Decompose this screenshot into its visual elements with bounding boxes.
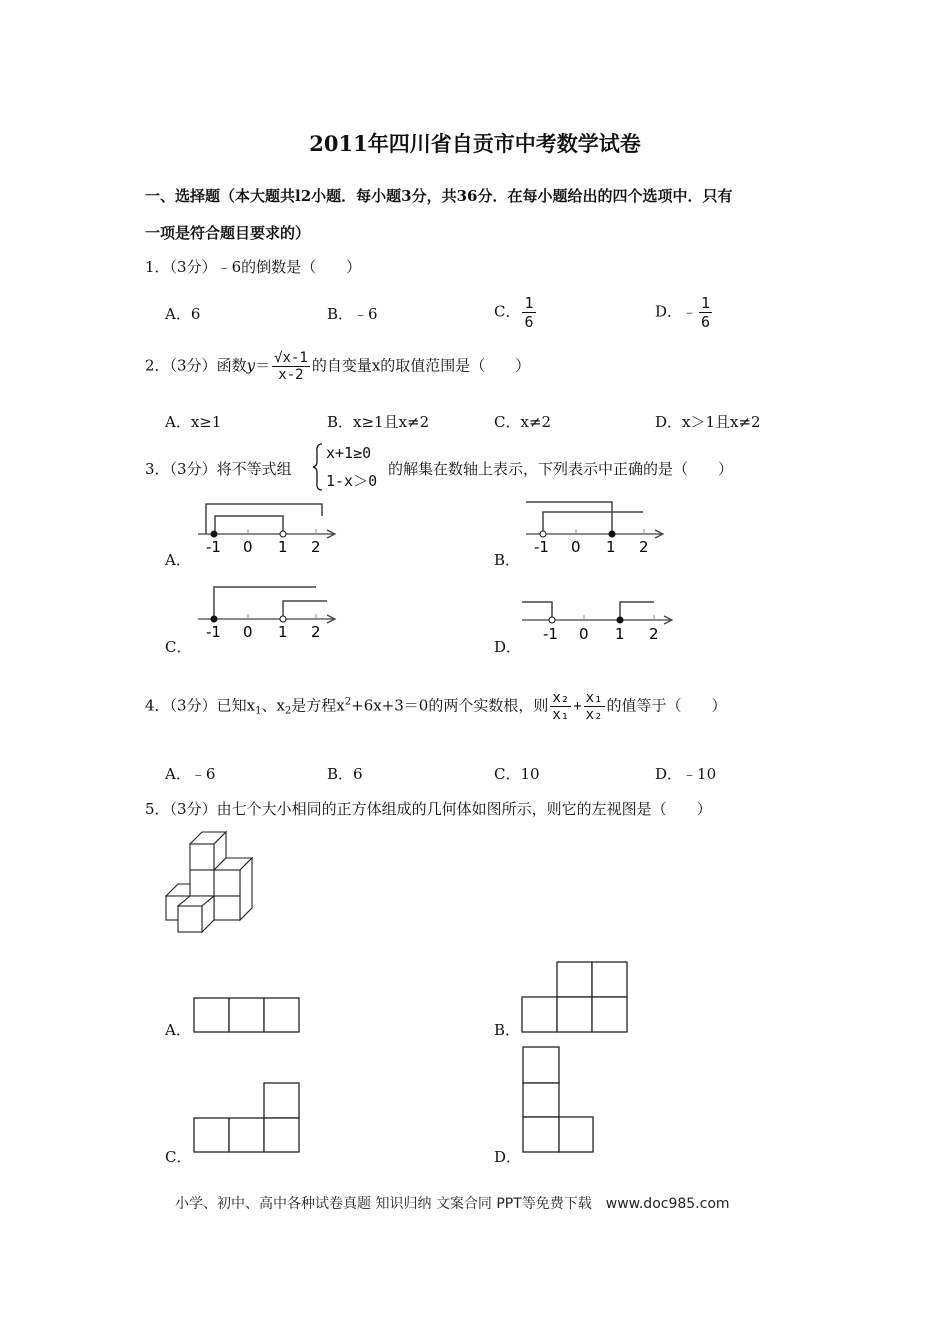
- q3-option-c-label: C．: [165, 638, 192, 656]
- q1-option-a: A．6: [165, 305, 201, 323]
- q5-view-c: [192, 1081, 302, 1155]
- tick-label: -1: [206, 623, 221, 641]
- q3-numberline-d: [518, 590, 678, 650]
- tick-label: 2: [311, 538, 321, 556]
- q5-option-a-label: A．: [165, 1021, 191, 1039]
- q5-stem: 5．（3分）由七个大小相同的正方体组成的几何体如图所示，则它的左视图是（ ）: [145, 800, 712, 818]
- q3-numberline-c: [190, 583, 340, 643]
- q3-inequality-1: x+1≥0: [326, 444, 372, 462]
- q3-option-a-label: A．: [165, 551, 191, 569]
- tick-label: 1: [278, 623, 288, 641]
- q3-stem-pre: 3．（3分）将不等式组: [145, 460, 292, 478]
- q3-brace: [312, 442, 324, 492]
- q5-cube-solid-figure: [162, 826, 262, 936]
- q2-stem: 2．（3分）函数y＝ $\frac{√x-1}{x-2}$ 的自变量x的取值范围是（ ）: [145, 350, 531, 383]
- footer: 小学、初中、高中各种试卷真题 知识归纳 文案合同 PPT等免费下载 www.doc985.com: [175, 1196, 730, 1212]
- q5-option-b-label: B．: [494, 1021, 521, 1039]
- q5-option-c-label: C．: [165, 1148, 192, 1166]
- q1-option-d: D．﹣ $\frac{1}{6}$: [655, 294, 711, 331]
- tick-label: 1: [615, 625, 625, 643]
- q1-stem: 1．（3分）﹣6的倒数是（ ）: [145, 258, 362, 276]
- tick-label: 2: [311, 623, 321, 641]
- q4-option-b: B．6: [327, 765, 363, 783]
- tick-label: -1: [534, 538, 549, 556]
- q4-option-d: D．﹣10: [655, 765, 717, 783]
- q4-option-c: C．10: [494, 765, 540, 783]
- tick-label: 1: [278, 538, 288, 556]
- q2-option-c: C．x≠2: [494, 413, 552, 431]
- tick-label: -1: [543, 625, 558, 643]
- q3-option-b-label: B．: [494, 551, 521, 569]
- q1-option-b: B．﹣6: [327, 305, 378, 323]
- section-heading-line1: 一、选择题（本大题共l2小题．每小题3分，共36分．在每小题给出的四个选项中．只有: [145, 187, 733, 205]
- section-heading-line2: 一项是符合题目要求的）: [145, 224, 311, 242]
- q2-option-a: A．x≥1: [165, 413, 222, 431]
- q5-view-a: [192, 996, 302, 1034]
- q5-view-d: [521, 1045, 597, 1155]
- tick-label: -1: [206, 538, 221, 556]
- q4-option-a: A．﹣6: [165, 765, 216, 783]
- tick-label: 0: [571, 538, 581, 556]
- tick-label: 2: [639, 538, 649, 556]
- q3-numberline-a: [190, 498, 340, 558]
- q4-stem: 4．（3分）已知$x_1$、$x_2$是方程$x^2+6x+3=0$的两个实数根，则 $\frac{\text{x₂}}{\text{x₁}}$ + $\frac{\text{x₁}}{\text{x₂}}$ 的值等于（ ）: [145, 690, 727, 723]
- q2-option-b: B．x≥1且x≠2: [327, 413, 430, 431]
- tick-label: 0: [243, 538, 253, 556]
- tick-label: 0: [243, 623, 253, 641]
- tick-label: 1: [606, 538, 616, 556]
- page-title: 2011年四川省自贡市中考数学试卷: [309, 131, 641, 156]
- q2-option-d: D．x＞1且x≠2: [655, 413, 761, 431]
- q3-option-d-label: D．: [494, 638, 522, 656]
- q3-stem-post: 的解集在数轴上表示，下列表示中正确的是（ ）: [388, 460, 734, 478]
- q5-option-d-label: D．: [494, 1148, 522, 1166]
- q5-view-b: [520, 960, 632, 1036]
- q1-option-c: C． $\frac{1}{6}$: [494, 294, 534, 331]
- q3-inequality-2: 1-x＞0: [326, 472, 378, 490]
- tick-label: 2: [649, 625, 659, 643]
- tick-label: 0: [579, 625, 589, 643]
- q3-numberline-b: [518, 498, 668, 558]
